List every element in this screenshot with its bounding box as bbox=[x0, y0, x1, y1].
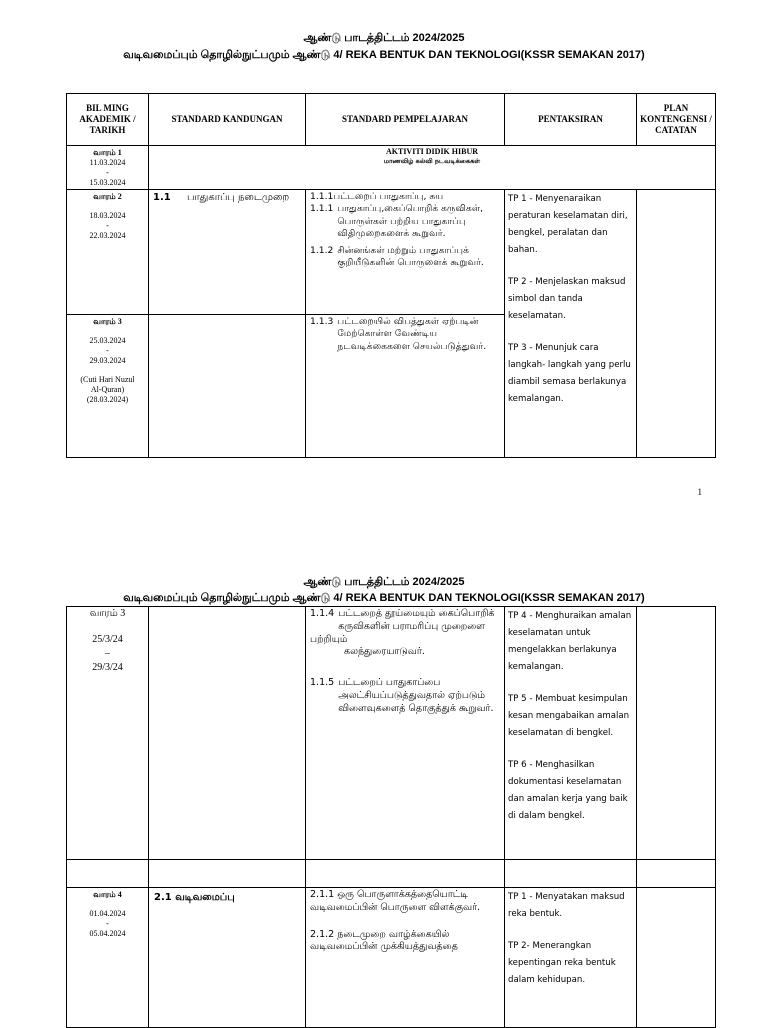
week-label: வாரம் 3 bbox=[89, 608, 126, 619]
date-start: 25.03.2024 bbox=[89, 336, 126, 345]
date-end: 05.04.2024 bbox=[89, 929, 126, 938]
sp-text: பற்றியும் bbox=[310, 633, 348, 645]
date-end: 15.03.2024 bbox=[89, 178, 126, 187]
standard-kandungan-cell bbox=[149, 888, 306, 1028]
date-start: 25/3/24 bbox=[92, 634, 123, 645]
week-cell bbox=[67, 607, 149, 860]
standard-kandungan-cell bbox=[149, 607, 306, 860]
page1-subtitle: வடிவமைப்பும் தொழில்நுட்பமும் ஆண்டு 4/ REKA BENTUK DAN TEKNOLOGI(KSSR SEMAKAN 2017) bbox=[123, 49, 645, 61]
sp-item bbox=[310, 316, 500, 353]
week-cell bbox=[67, 315, 149, 458]
header-standard-kandungan: STANDARD KANDUNGAN bbox=[149, 94, 306, 146]
week-label: வாரம் 2 bbox=[93, 192, 122, 201]
sp-text: பாதுகாப்பு,கைப்பொறிக் கருவிகள், பொருள்கள் பற்றிய பாதுகாப்பு விதிமுறைகளைக் கூறுவர். bbox=[337, 203, 484, 240]
date-dash: - bbox=[106, 168, 109, 177]
catatan-cell bbox=[637, 607, 716, 860]
pentaksiran-cell bbox=[505, 888, 637, 1028]
page2-title: ஆண்டு பாடத்திட்டம் 2024/2025 bbox=[303, 576, 465, 588]
header-plan-kontengensi: PLAN KONTENGENSI / CATATAN bbox=[637, 94, 716, 146]
header-pentaksiran: PENTAKSIRAN bbox=[505, 94, 637, 146]
sp-item bbox=[310, 929, 500, 955]
sp-num: 2.1.1 bbox=[310, 889, 335, 900]
sp-text: சின்னங்கள் மற்றும் பாதுகாப்புக் குறியீடுகளின் பொருளைக் கூறுவர். bbox=[337, 244, 484, 269]
date-dash: - bbox=[106, 221, 109, 230]
table-row bbox=[67, 190, 716, 315]
sp-text: பட்டறையில் விபத்துகள் ஏற்படின் மேற்கொள்ள வேண்டிய நடவடிக்கைகளை செயல்படுத்துவர். bbox=[337, 316, 487, 352]
sp-text: ஒரு பொருளாக்கத்தையொட்டி வடிவமைப்பின் பொருளை விளக்குவர். bbox=[310, 889, 481, 913]
tp-item: TP 2 - Menjelaskan maksud simbol dan tanda keselamatan. bbox=[508, 277, 626, 321]
empty-cell bbox=[505, 860, 637, 888]
sp-num: 1.1.1 bbox=[310, 203, 334, 215]
sp-item bbox=[310, 889, 500, 915]
date-start: 01.04.2024 bbox=[89, 909, 126, 918]
standard-kandungan-cell bbox=[149, 315, 306, 458]
page2-table bbox=[66, 606, 716, 1028]
week-label: வாரம் 4 bbox=[93, 890, 122, 899]
sp-text: பட்டறைப் பாதுகாப்பை அலட்சியப்படுத்துவதால் ஏற்படும் விளைவுகளைத் தொகுத்துக் கூறுவர். bbox=[338, 677, 494, 714]
empty-cell bbox=[637, 860, 716, 888]
empty-cell bbox=[306, 860, 505, 888]
table-row bbox=[67, 888, 716, 1028]
empty-cell bbox=[67, 860, 149, 888]
sk-number: 1.1 bbox=[153, 192, 171, 203]
tp-item: TP 4 - Menghuraikan amalan keselamatan untuk mengelakkan berlakunya kemalangan. bbox=[508, 611, 632, 672]
tp-item: TP 5 - Membuat kesimpulan kesan mengabaikan amalan keselamatan di bengkel. bbox=[508, 694, 630, 738]
page1-title: ஆண்டு பாடத்திட்டம் 2024/2025 bbox=[303, 32, 465, 44]
tp-item: TP 1 - Menyatakan maksud reka bentuk. bbox=[508, 892, 625, 919]
table-row bbox=[67, 146, 716, 190]
sp-text: பட்டறைத் தூய்மையும் கைப்பொறிக் கருவிகளின் பராமரிப்பு முறைளை bbox=[338, 608, 495, 632]
standard-kandungan-cell bbox=[149, 190, 306, 315]
sk-text: 2.1 வடிவமைப்பு bbox=[154, 892, 235, 903]
date-dash: - bbox=[106, 346, 109, 355]
tp-item: TP 3 - Menunjuk cara langkah- langkah yang perlu diambil semasa berlakunya kemalangan. bbox=[508, 343, 631, 404]
date-end: 29/3/24 bbox=[92, 662, 123, 673]
page2-subtitle: வடிவமைப்பும் தொழில்நுட்பமும் ஆண்டு 4/ REKA BENTUK DAN TEKNOLOGI(KSSR SEMAKAN 2017) bbox=[123, 592, 645, 604]
week-cell bbox=[67, 888, 149, 1028]
table-row bbox=[67, 860, 716, 888]
tp-item: TP 1 - Menyenaraikan peraturan keselamatan diri, bengkel, peralatan dan bahan. bbox=[508, 194, 628, 255]
week-label: வாரம் 3 bbox=[93, 317, 122, 326]
sp-num: 1.1.5 bbox=[310, 677, 335, 689]
tp-item: TP 2- Menerangkan kepentingan reka bentuk dalam kehidupan. bbox=[508, 941, 616, 985]
sp-item bbox=[310, 245, 500, 270]
sp-text: நடைமுறை வாழ்க்கையில் வடிவமைப்பின் முக்கியத்துவத்தை bbox=[310, 928, 458, 953]
pentaksiran-cell bbox=[505, 607, 637, 860]
date-start: 18.03.2024 bbox=[89, 211, 126, 220]
standard-pembelajaran-cell bbox=[306, 888, 505, 1028]
catatan-cell bbox=[637, 888, 716, 1028]
activity-subtitle: மாணவிழ் கல்வி நடவடிக்கைகள் bbox=[383, 157, 481, 166]
sp-num: 2.1.2 bbox=[310, 928, 335, 940]
header-row bbox=[67, 94, 716, 146]
date-end: 22.03.2024 bbox=[89, 231, 126, 240]
sp-item bbox=[310, 203, 500, 240]
catatan-cell bbox=[637, 190, 716, 458]
sp-num: 1.1.3 bbox=[310, 316, 334, 327]
tp-item: TP 6 - Menghasilkan dokumentasi keselamatan dan amalan kerja yang baik di dalam bengkel. bbox=[508, 760, 628, 821]
sp-num: 1.1.4 bbox=[310, 608, 335, 619]
sk-text: பாதுகாப்பு நடைமுறை bbox=[187, 192, 290, 203]
date-start: 11.03.2024 bbox=[89, 158, 126, 167]
week-cell bbox=[67, 146, 149, 190]
empty-cell bbox=[149, 860, 306, 888]
sp-num: 1.1.2 bbox=[310, 244, 334, 256]
standard-pembelajaran-cell bbox=[306, 315, 505, 458]
week-label: வாரம் 1 bbox=[93, 148, 122, 157]
standard-pembelajaran-cell bbox=[306, 190, 505, 315]
date-end: 29.03.2024 bbox=[89, 356, 126, 365]
date-dash: – bbox=[105, 648, 110, 659]
header-week: BIL MING AKADEMIK / TARIKH bbox=[67, 94, 149, 146]
table-row bbox=[67, 607, 716, 860]
sp-intro: 1.1.1பட்டறைப் பாதுகாப்பு, சுய bbox=[310, 191, 444, 202]
holiday-note: (Cuti Hari Nuzul Al-Quran) (28.03.2024) bbox=[80, 375, 135, 404]
pentaksiran-cell bbox=[505, 190, 637, 458]
date-dash: - bbox=[106, 919, 109, 928]
activity-cell bbox=[149, 146, 716, 190]
activity-title: AKTIVITI DIDIK HIBUR bbox=[385, 147, 479, 156]
page1-table bbox=[66, 93, 716, 458]
sp-item bbox=[310, 608, 500, 634]
sp-item bbox=[310, 677, 500, 715]
week-cell bbox=[67, 190, 149, 315]
header-standard-pembelajaran: STANDARD PEMPELAJARAN bbox=[306, 94, 505, 146]
page-number: 1 bbox=[697, 487, 702, 497]
sp-text: கலந்துரையாடுவர். bbox=[344, 646, 425, 658]
standard-pembelajaran-cell bbox=[306, 607, 505, 860]
